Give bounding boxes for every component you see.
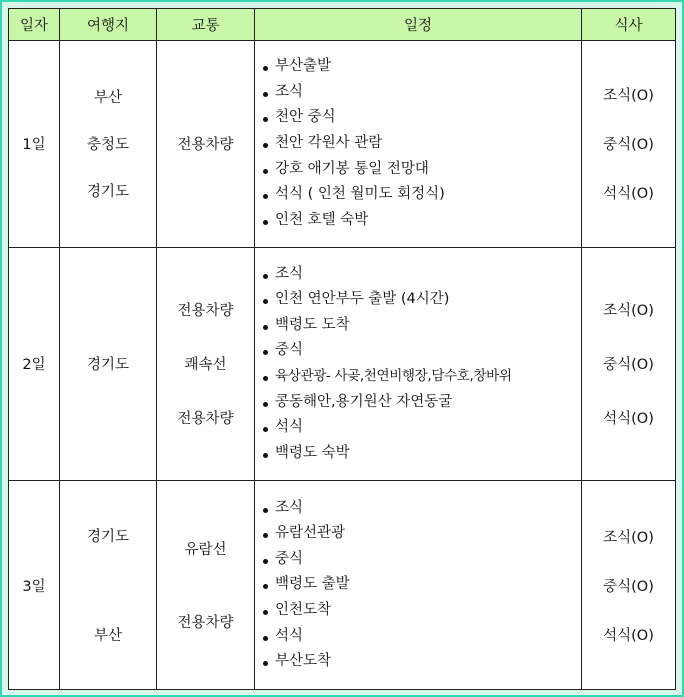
transport-item: 전용차량 [177,303,234,320]
transport-cell [157,481,255,690]
meal-item: 중식(O) [603,357,654,374]
schedule-item: 중식 [263,338,581,364]
schedule-item: 석식 [263,624,581,650]
day-cell: 3일 [9,481,60,690]
meal-item: 조식(O) [603,88,654,105]
schedule-item: 조식 [263,80,581,106]
transport-item: 전용차량 [177,137,234,154]
destination-item: 경기도 [86,529,130,546]
destination-item: 부산 [93,90,122,107]
schedule-item: 부산출발 [263,54,581,80]
destination-item: 경기도 [86,184,130,201]
destination-cell [60,247,157,481]
destination-item: 충청도 [86,137,130,154]
schedule-item: 인천 호텔 숙박 [263,208,581,234]
schedule-item: 조식 [263,262,581,288]
destination-cell [60,41,157,248]
meals-cell [582,481,676,690]
meal-item: 석식(O) [603,627,654,644]
transport-cell [157,41,255,248]
schedule-item: 석식 ( 인천 월미도 회정식) [263,182,581,208]
schedule-item: 천안 각원사 관람 [263,131,581,157]
schedule-item: 유람선관광 [263,521,581,547]
header-destination: 여행지 [60,9,157,41]
header-day: 일자 [9,9,60,41]
meal-item: 석식(O) [603,186,654,203]
schedule-item: 육상관광- 사곶,천연비행장,담수호,창바위 [263,364,581,390]
schedule-item: 백령도 도착 [263,313,581,339]
day-row [9,481,676,690]
itinerary-table [8,8,676,690]
schedule-item: 천안 중식 [263,105,581,131]
meals-cell [582,247,676,481]
schedule-item: 조식 [263,496,581,522]
transport-item: 전용차량 [177,615,234,632]
transport-item: 쾌속선 [184,357,227,374]
schedule-item: 백령도 숙박 [263,441,581,467]
transport-cell [157,247,255,481]
schedule-list [255,262,581,467]
meal-item: 중식(O) [603,137,654,154]
schedule-item: 백령도 출발 [263,572,581,598]
schedule-item: 인천 연안부두 출발 (4시간) [263,287,581,313]
header-transport: 교통 [157,9,255,41]
header-meals: 식사 [582,9,676,41]
day-cell: 1일 [9,41,60,248]
schedule-item: 인천도착 [263,598,581,624]
schedule-list [255,496,581,675]
header-schedule: 일정 [255,9,582,41]
meal-item: 조식(O) [603,303,654,320]
destination-item: 경기도 [86,357,130,374]
schedule-list [255,54,581,233]
schedule-item: 강호 애기봉 통일 전망대 [263,157,581,183]
meal-item: 조식(O) [603,529,654,546]
destination-item: 부산 [93,628,122,645]
header-row [9,9,676,41]
schedule-cell [255,481,582,690]
destination-cell [60,481,157,690]
schedule-item: 콩동해안,용기원산 자연동굴 [263,390,581,416]
schedule-item: 석식 [263,415,581,441]
meals-cell [582,41,676,248]
day-row [9,41,676,248]
day-row [9,247,676,481]
meal-item: 석식(O) [603,411,654,428]
schedule-cell [255,41,582,248]
transport-item: 유람선 [184,542,227,559]
schedule-item: 중식 [263,547,581,573]
schedule-cell [255,247,582,481]
transport-item: 전용차량 [177,411,234,428]
day-cell: 2일 [9,247,60,481]
meal-item: 중식(O) [603,578,654,595]
schedule-item: 부산도착 [263,649,581,675]
